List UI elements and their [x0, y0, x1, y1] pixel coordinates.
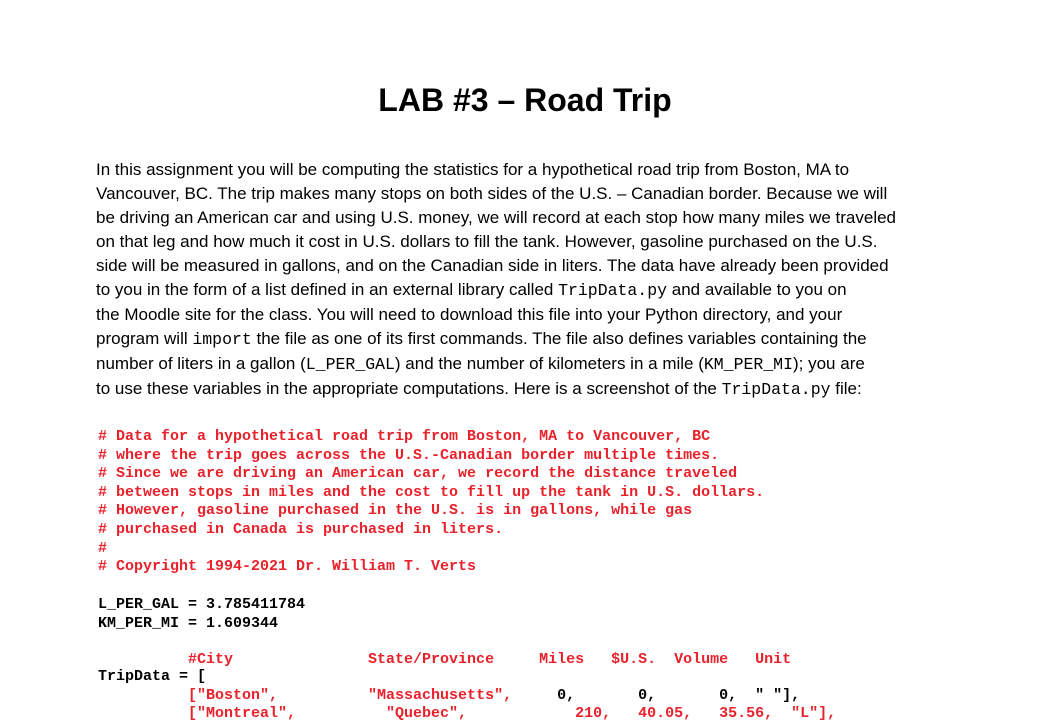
text-segment: number of liters in a gallon (	[96, 354, 306, 373]
code-data-row	[98, 687, 800, 705]
page-title: LAB #3 – Road Trip	[378, 82, 672, 118]
inline-code-l-per-gal: L_PER_GAL	[305, 355, 395, 374]
code-comment-line: # However, gasoline purchased in the U.S. is in gallons, while gas	[98, 502, 693, 520]
code-tripdata-declaration: TripData = [	[98, 668, 207, 685]
text-segment: program will	[96, 329, 193, 348]
text-segment: file:	[830, 379, 862, 398]
paragraph-line: be driving an American car and using U.S. money, we will record at each stop how many miles we traveled	[96, 208, 897, 227]
paragraph-line	[96, 352, 966, 377]
text-segment: and available to you on	[667, 280, 847, 299]
code-comment-line: # where the trip goes across the U.S.-Canadian border multiple times.	[98, 446, 720, 464]
code-comment-line: # between stops in miles and the cost to fill up the tank in U.S. dollars.	[98, 483, 765, 501]
text-segment: the file as one of its first commands. The file also defines variables containing the	[251, 329, 867, 348]
paragraph-line	[96, 327, 966, 352]
paragraph-line: In this assignment you will be computing the statistics for a hypothetical road trip from Boston, MA to	[96, 160, 850, 179]
code-comment-line: #	[98, 539, 108, 557]
inline-code-filename: TripData.py	[721, 380, 831, 399]
intro-paragraph	[96, 158, 966, 402]
paragraph-line: side will be measured in gallons, and on the Canadian side in liters. The data have already been provided	[96, 256, 889, 275]
inline-code-km-per-mi: KM_PER_MI	[703, 355, 793, 374]
code-comment-line: # purchased in Canada is purchased in liters.	[98, 520, 504, 538]
text-segment: to you in the form of a list defined in an external library called	[96, 280, 559, 299]
code-row-city: ["Boston",	[98, 687, 279, 704]
paragraph-line: Vancouver, BC. The trip makes many stops on both sides of the U.S. – Canadian border. Because we will	[96, 184, 888, 203]
code-comment-line: # Data for a hypothetical road trip from Boston, MA to Vancouver, BC	[98, 428, 711, 445]
paragraph-line	[96, 278, 966, 303]
code-constant-line: L_PER_GAL = 3.785411784	[98, 596, 306, 613]
code-data-row: ["Montreal", "Quebec", 210, 40.05, 35.56, "L"],	[98, 705, 837, 722]
code-comment-line: # Copyright 1994-2021 Dr. William T. Verts	[98, 558, 477, 576]
code-row-state: "Massachusetts",	[278, 687, 513, 704]
paragraph-line: the Moodle site for the class. You will need to download this file into your Python directory, and your	[96, 305, 843, 324]
inline-code-import: import	[192, 330, 252, 349]
code-table-header-comment: #City State/Province Miles $U.S. Volume Unit	[98, 651, 792, 668]
paragraph-line: on that leg and how much it cost in U.S. dollars to fill the tank. However, gasoline purchased on the U.S.	[96, 232, 878, 251]
paragraph-line	[96, 377, 966, 402]
inline-code-filename: TripData.py	[558, 281, 668, 300]
text-segment: ) and the number of kilometers in a mile (	[394, 354, 704, 373]
text-segment: ); you are	[793, 354, 865, 373]
code-comment-block	[98, 428, 764, 577]
code-constants-block	[98, 595, 305, 633]
code-comment-line: # Since we are driving an American car, we record the distance traveled	[98, 465, 738, 483]
code-row-values: 0, 0, 0, " "],	[512, 687, 801, 704]
text-segment: to use these variables in the appropriate computations. Here is a screenshot of the	[96, 379, 722, 398]
code-constant-line: KM_PER_MI = 1.609344	[98, 615, 279, 632]
